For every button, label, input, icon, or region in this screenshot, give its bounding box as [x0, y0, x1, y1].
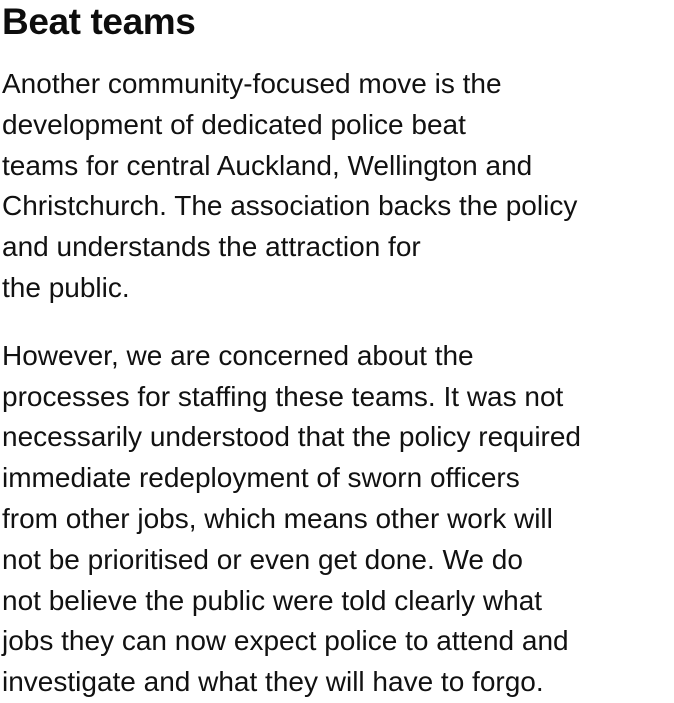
paragraph-line: not believe the public were told clearly what: [2, 584, 543, 616]
paragraph-line: jobs they can now expect police to attend and: [2, 625, 569, 657]
section-heading: Beat teams: [2, 1, 196, 42]
paragraph-line: teams for central Auckland, Wellington and: [2, 149, 533, 181]
paragraph-line: not be prioritised or even get done. We do: [2, 543, 523, 575]
paragraph-staffing-concerns: [2, 336, 674, 703]
paragraph-line: development of dedicated police beat: [2, 108, 466, 140]
paragraph-line: processes for staffing these teams. It was not: [2, 380, 564, 412]
paragraph-line: and understands the attraction for: [2, 231, 421, 263]
paragraph-line: the public.: [2, 271, 130, 303]
paragraph-line: Another community-focused move is the: [2, 68, 502, 99]
paragraph-line: from other jobs, which means other work will: [2, 502, 553, 534]
paragraph-line: However, we are concerned about the: [2, 339, 474, 371]
paragraph-line: investigate and what they will have to forgo.: [2, 666, 544, 698]
paragraph-beat-teams-policy: [2, 64, 674, 309]
paragraph-line: immediate redeployment of sworn officers: [2, 462, 520, 494]
paragraph-line: Christchurch. The association backs the policy: [2, 190, 578, 222]
paragraph-line: necessarily understood that the policy required: [2, 421, 582, 453]
